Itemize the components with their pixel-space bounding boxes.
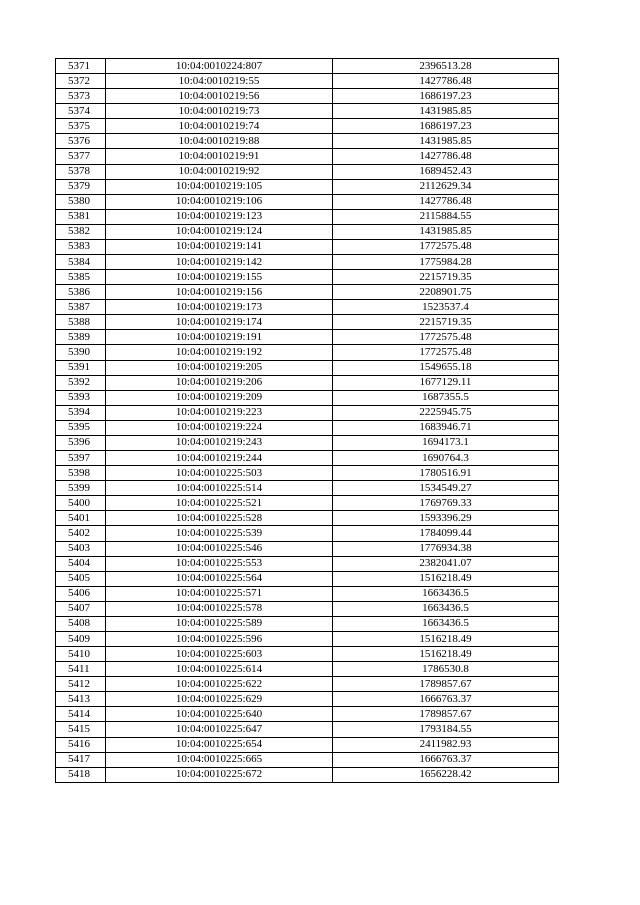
table-row: [56, 466, 559, 481]
cadastral-number-cell: 10:04:0010225:553: [106, 556, 333, 571]
table-row: [56, 300, 559, 315]
table-row: [56, 722, 559, 737]
value-cell: 2115884.55: [333, 209, 559, 224]
row-number-cell: 5371: [56, 59, 106, 74]
row-number-cell: 5388: [56, 315, 106, 330]
value-cell: 2382041.07: [333, 556, 559, 571]
cadastral-number-cell: 10:04:0010219:124: [106, 224, 333, 239]
cadastral-number-cell: 10:04:0010219:92: [106, 164, 333, 179]
table-row: [56, 677, 559, 692]
cadastral-number-cell: 10:04:0010219:73: [106, 104, 333, 119]
table-row: [56, 707, 559, 722]
cadastral-number-cell: 10:04:0010225:665: [106, 752, 333, 767]
table-row: [56, 74, 559, 89]
table-row: [56, 541, 559, 556]
row-number-cell: 5386: [56, 285, 106, 300]
row-number-cell: 5415: [56, 722, 106, 737]
row-number-cell: 5411: [56, 662, 106, 677]
table-row: [56, 556, 559, 571]
cadastral-number-cell: 10:04:0010225:571: [106, 586, 333, 601]
row-number-cell: 5413: [56, 692, 106, 707]
value-cell: 1663436.5: [333, 616, 559, 631]
cadastral-number-cell: 10:04:0010225:528: [106, 511, 333, 526]
value-cell: 1663436.5: [333, 586, 559, 601]
value-cell: 1427786.48: [333, 149, 559, 164]
value-cell: 1534549.27: [333, 481, 559, 496]
table-row: [56, 149, 559, 164]
table-row: [56, 526, 559, 541]
value-cell: 1516218.49: [333, 647, 559, 662]
cadastral-number-cell: 10:04:0010219:243: [106, 435, 333, 450]
value-cell: 1690764.3: [333, 451, 559, 466]
table-row: [56, 420, 559, 435]
cadastral-number-cell: 10:04:0010225:603: [106, 647, 333, 662]
table-row: [56, 616, 559, 631]
value-cell: 1694173.1: [333, 435, 559, 450]
row-number-cell: 5418: [56, 767, 106, 782]
table-row: [56, 345, 559, 360]
value-cell: 1784099.44: [333, 526, 559, 541]
row-number-cell: 5414: [56, 707, 106, 722]
table-row: [56, 481, 559, 496]
row-number-cell: 5377: [56, 149, 106, 164]
table-row: [56, 511, 559, 526]
cadastral-number-cell: 10:04:0010219:142: [106, 255, 333, 270]
value-cell: 1775984.28: [333, 255, 559, 270]
table-row: [56, 435, 559, 450]
table-row: [56, 767, 559, 782]
value-cell: 1677129.11: [333, 375, 559, 390]
row-number-cell: 5402: [56, 526, 106, 541]
table-row: [56, 737, 559, 752]
cadastral-number-cell: 10:04:0010224:807: [106, 59, 333, 74]
value-cell: 1686197.23: [333, 119, 559, 134]
row-number-cell: 5405: [56, 571, 106, 586]
table-row: [56, 239, 559, 254]
row-number-cell: 5380: [56, 194, 106, 209]
row-number-cell: 5384: [56, 255, 106, 270]
cadastral-number-cell: 10:04:0010225:640: [106, 707, 333, 722]
table-row: [56, 209, 559, 224]
value-cell: 1683946.71: [333, 420, 559, 435]
value-cell: 1786530.8: [333, 662, 559, 677]
value-cell: 1686197.23: [333, 89, 559, 104]
row-number-cell: 5406: [56, 586, 106, 601]
cadastral-number-cell: 10:04:0010225:564: [106, 571, 333, 586]
value-cell: 1780516.91: [333, 466, 559, 481]
row-number-cell: 5400: [56, 496, 106, 511]
cadastral-number-cell: 10:04:0010219:123: [106, 209, 333, 224]
row-number-cell: 5373: [56, 89, 106, 104]
row-number-cell: 5391: [56, 360, 106, 375]
cadastral-number-cell: 10:04:0010225:672: [106, 767, 333, 782]
value-cell: 1687355.5: [333, 390, 559, 405]
cadastral-number-cell: 10:04:0010219:173: [106, 300, 333, 315]
cadastral-number-cell: 10:04:0010219:174: [106, 315, 333, 330]
table-row: [56, 194, 559, 209]
value-cell: 1593396.29: [333, 511, 559, 526]
value-cell: 1789857.67: [333, 707, 559, 722]
row-number-cell: 5412: [56, 677, 106, 692]
row-number-cell: 5408: [56, 616, 106, 631]
row-number-cell: 5410: [56, 647, 106, 662]
table-row: [56, 451, 559, 466]
table-row: [56, 285, 559, 300]
table-row: [56, 390, 559, 405]
cadastral-number-cell: 10:04:0010225:578: [106, 601, 333, 616]
row-number-cell: 5379: [56, 179, 106, 194]
cadastral-number-cell: 10:04:0010225:546: [106, 541, 333, 556]
value-cell: 1663436.5: [333, 601, 559, 616]
table-row: [56, 662, 559, 677]
row-number-cell: 5389: [56, 330, 106, 345]
row-number-cell: 5376: [56, 134, 106, 149]
cadastral-number-cell: 10:04:0010225:514: [106, 481, 333, 496]
cadastral-number-cell: 10:04:0010225:622: [106, 677, 333, 692]
row-number-cell: 5393: [56, 390, 106, 405]
row-number-cell: 5378: [56, 164, 106, 179]
table-row: [56, 179, 559, 194]
cadastral-number-cell: 10:04:0010225:654: [106, 737, 333, 752]
value-cell: 1431985.85: [333, 104, 559, 119]
value-cell: 2396513.28: [333, 59, 559, 74]
table-row: [56, 601, 559, 616]
value-cell: 1772575.48: [333, 330, 559, 345]
cadastral-number-cell: 10:04:0010225:521: [106, 496, 333, 511]
value-cell: 1523537.4: [333, 300, 559, 315]
table-row: [56, 631, 559, 646]
row-number-cell: 5397: [56, 451, 106, 466]
row-number-cell: 5394: [56, 405, 106, 420]
cadastral-number-cell: 10:04:0010219:55: [106, 74, 333, 89]
row-number-cell: 5416: [56, 737, 106, 752]
row-number-cell: 5399: [56, 481, 106, 496]
table-row: [56, 104, 559, 119]
table-row: [56, 164, 559, 179]
row-number-cell: 5401: [56, 511, 106, 526]
value-cell: 2411982.93: [333, 737, 559, 752]
cadastral-number-cell: 10:04:0010225:647: [106, 722, 333, 737]
table-row: [56, 496, 559, 511]
row-number-cell: 5375: [56, 119, 106, 134]
value-cell: 1427786.48: [333, 74, 559, 89]
row-number-cell: 5382: [56, 224, 106, 239]
cadastral-number-cell: 10:04:0010219:156: [106, 285, 333, 300]
value-cell: 1666763.37: [333, 692, 559, 707]
table-row: [56, 752, 559, 767]
cadastral-number-cell: 10:04:0010219:141: [106, 239, 333, 254]
value-cell: 2215719.35: [333, 315, 559, 330]
table-row: [56, 224, 559, 239]
cadastral-number-cell: 10:04:0010225:503: [106, 466, 333, 481]
row-number-cell: 5403: [56, 541, 106, 556]
value-cell: 2208901.75: [333, 285, 559, 300]
cadastral-number-cell: 10:04:0010219:192: [106, 345, 333, 360]
value-cell: 1776934.38: [333, 541, 559, 556]
value-cell: 1689452.43: [333, 164, 559, 179]
table-row: [56, 360, 559, 375]
cadastral-number-cell: 10:04:0010219:88: [106, 134, 333, 149]
cadastral-number-cell: 10:04:0010219:155: [106, 270, 333, 285]
row-number-cell: 5374: [56, 104, 106, 119]
row-number-cell: 5387: [56, 300, 106, 315]
table-body: [56, 59, 559, 783]
value-cell: 1431985.85: [333, 134, 559, 149]
value-cell: 2112629.34: [333, 179, 559, 194]
table-row: [56, 330, 559, 345]
value-cell: 1793184.55: [333, 722, 559, 737]
value-cell: 1431985.85: [333, 224, 559, 239]
value-cell: 1769769.33: [333, 496, 559, 511]
value-cell: 1516218.49: [333, 631, 559, 646]
cadastral-number-cell: 10:04:0010219:105: [106, 179, 333, 194]
row-number-cell: 5381: [56, 209, 106, 224]
cadastral-number-cell: 10:04:0010219:206: [106, 375, 333, 390]
row-number-cell: 5372: [56, 74, 106, 89]
table-row: [56, 647, 559, 662]
row-number-cell: 5407: [56, 601, 106, 616]
cadastral-number-cell: 10:04:0010219:223: [106, 405, 333, 420]
value-cell: 2225945.75: [333, 405, 559, 420]
table-row: [56, 375, 559, 390]
value-cell: 1549655.18: [333, 360, 559, 375]
cadastral-number-cell: 10:04:0010219:56: [106, 89, 333, 104]
value-cell: 1772575.48: [333, 345, 559, 360]
value-cell: 1789857.67: [333, 677, 559, 692]
table-row: [56, 586, 559, 601]
data-table: [55, 58, 559, 783]
row-number-cell: 5395: [56, 420, 106, 435]
cadastral-number-cell: 10:04:0010219:91: [106, 149, 333, 164]
row-number-cell: 5385: [56, 270, 106, 285]
table-row: [56, 89, 559, 104]
value-cell: 1516218.49: [333, 571, 559, 586]
cadastral-number-cell: 10:04:0010219:205: [106, 360, 333, 375]
table-row: [56, 692, 559, 707]
cadastral-number-cell: 10:04:0010225:629: [106, 692, 333, 707]
cadastral-number-cell: 10:04:0010219:244: [106, 451, 333, 466]
cadastral-number-cell: 10:04:0010225:596: [106, 631, 333, 646]
table-row: [56, 134, 559, 149]
table-row: [56, 405, 559, 420]
row-number-cell: 5409: [56, 631, 106, 646]
row-number-cell: 5404: [56, 556, 106, 571]
cadastral-number-cell: 10:04:0010219:191: [106, 330, 333, 345]
value-cell: 1666763.37: [333, 752, 559, 767]
row-number-cell: 5417: [56, 752, 106, 767]
row-number-cell: 5396: [56, 435, 106, 450]
table-row: [56, 571, 559, 586]
value-cell: 1427786.48: [333, 194, 559, 209]
table-row: [56, 59, 559, 74]
cadastral-number-cell: 10:04:0010225:539: [106, 526, 333, 541]
cadastral-number-cell: 10:04:0010219:224: [106, 420, 333, 435]
table-row: [56, 119, 559, 134]
value-cell: 2215719.35: [333, 270, 559, 285]
table-row: [56, 315, 559, 330]
table-row: [56, 270, 559, 285]
value-cell: 1772575.48: [333, 239, 559, 254]
row-number-cell: 5383: [56, 239, 106, 254]
cadastral-number-cell: 10:04:0010219:106: [106, 194, 333, 209]
value-cell: 1656228.42: [333, 767, 559, 782]
cadastral-number-cell: 10:04:0010219:209: [106, 390, 333, 405]
cadastral-number-cell: 10:04:0010219:74: [106, 119, 333, 134]
cadastral-number-cell: 10:04:0010225:614: [106, 662, 333, 677]
row-number-cell: 5390: [56, 345, 106, 360]
cadastral-number-cell: 10:04:0010225:589: [106, 616, 333, 631]
row-number-cell: 5392: [56, 375, 106, 390]
table-row: [56, 255, 559, 270]
row-number-cell: 5398: [56, 466, 106, 481]
